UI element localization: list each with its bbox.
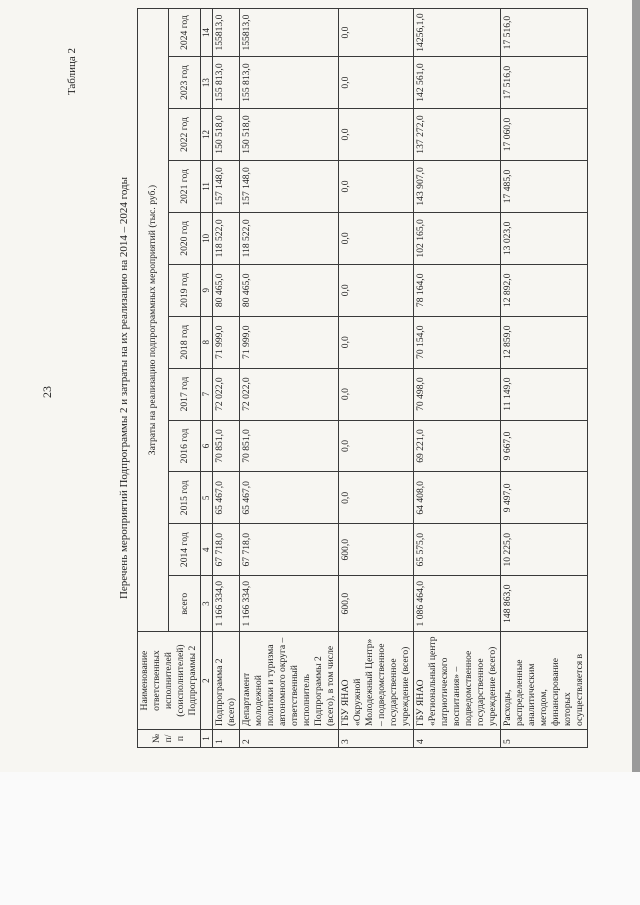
header-name: Наименование ответственных исполнителей (соисполнителей) Подпрограммы 2 — [138, 632, 201, 730]
column-number: 6 — [200, 420, 212, 472]
row-value: 155 813,0 — [240, 57, 339, 109]
row-value: 17 516,0 — [500, 9, 587, 57]
header-year: 2017 год — [169, 368, 200, 420]
row-value: 148 863,0 — [500, 576, 587, 632]
column-number: 9 — [200, 264, 212, 316]
row-value: 0,0 — [339, 9, 414, 57]
row-value: 80 465,0 — [240, 264, 339, 316]
column-number: 11 — [200, 160, 212, 212]
row-value: 17 060,0 — [500, 109, 587, 161]
rotated-document — [0, 8, 630, 768]
column-number: 5 — [200, 472, 212, 524]
row-value: 80 465,0 — [213, 264, 240, 316]
row-value: 71 999,0 — [240, 316, 339, 368]
row-value: 157 148,0 — [213, 160, 240, 212]
row-value: 0,0 — [339, 472, 414, 524]
table-label: Таблица 2 — [66, 48, 78, 96]
row-value: 13 023,0 — [500, 212, 587, 264]
row-name: Подпрограмма 2 (всего) — [213, 632, 240, 730]
row-value: 70 154,0 — [413, 316, 500, 368]
row-number: 1 — [213, 730, 240, 748]
row-value: 9 497,0 — [500, 472, 587, 524]
row-value: 65 467,0 — [240, 472, 339, 524]
row-value: 600,0 — [339, 576, 414, 632]
row-value: 0,0 — [339, 316, 414, 368]
column-number: 10 — [200, 212, 212, 264]
row-value: 12 859,0 — [500, 316, 587, 368]
column-number: 14 — [200, 9, 212, 57]
column-number: 4 — [200, 524, 212, 576]
row-value: 64 408,0 — [413, 472, 500, 524]
table-row — [413, 9, 500, 748]
row-value: 150 518,0 — [240, 109, 339, 161]
row-value: 1 086 464,0 — [413, 576, 500, 632]
costs-table — [137, 8, 588, 748]
row-value: 70 851,0 — [213, 420, 240, 472]
row-name: Департамент молодежной политики и туризма автономного округа – ответственный исполнитель Подпрограммы 2 (всего), в том числе — [240, 632, 339, 730]
row-name: ГБУ ЯНАО «Региональный центр патриотического воспитания» – подведомственное государственное учреждение (всего) — [413, 632, 500, 730]
row-number: 2 — [240, 730, 339, 748]
row-number: 5 — [500, 730, 587, 748]
header-year: 2016 год — [169, 420, 200, 472]
table-row — [240, 9, 339, 748]
row-value: 137 272,0 — [413, 109, 500, 161]
row-value: 0,0 — [339, 109, 414, 161]
row-value: 600,0 — [339, 524, 414, 576]
column-number: 7 — [200, 368, 212, 420]
row-value: 0,0 — [339, 420, 414, 472]
header-year: 2023 год — [169, 57, 200, 109]
row-value: 0,0 — [339, 57, 414, 109]
header-year: 2019 год — [169, 264, 200, 316]
row-number: 4 — [413, 730, 500, 748]
row-value: 157 148,0 — [240, 160, 339, 212]
table-row — [500, 9, 587, 748]
row-value: 17 516,0 — [500, 57, 587, 109]
row-value: 118 522,0 — [240, 212, 339, 264]
row-value: 155813,0 — [240, 9, 339, 57]
header-year: 2018 год — [169, 316, 200, 368]
row-value: 65 467,0 — [213, 472, 240, 524]
row-value: 142 561,0 — [413, 57, 500, 109]
row-value: 10 225,0 — [500, 524, 587, 576]
row-value: 67 718,0 — [213, 524, 240, 576]
row-value: 72 022,0 — [213, 368, 240, 420]
row-value: 65 575,0 — [413, 524, 500, 576]
table-row — [213, 9, 240, 748]
row-value: 155 813,0 — [213, 57, 240, 109]
row-value: 1 166 334,0 — [213, 576, 240, 632]
header-year: 2021 год — [169, 160, 200, 212]
row-value: 70 498,0 — [413, 368, 500, 420]
column-number: 1 — [200, 730, 212, 748]
row-value: 102 165,0 — [413, 212, 500, 264]
column-number: 3 — [200, 576, 212, 632]
row-value: 78 164,0 — [413, 264, 500, 316]
row-value: 17 485,0 — [500, 160, 587, 212]
column-number: 8 — [200, 316, 212, 368]
header-year: 2020 год — [169, 212, 200, 264]
document-title: Перечень мероприятий Подпрограммы 2 и затраты на их реализацию на 2014 – 2024 годы — [118, 176, 130, 600]
row-value: 1 166 334,0 — [240, 576, 339, 632]
row-value: 67 718,0 — [240, 524, 339, 576]
column-number: 2 — [200, 632, 212, 730]
header-costs: Затраты на реализацию подпрограммных мероприятий (тыс. руб.) — [138, 9, 169, 632]
row-value: 0,0 — [339, 212, 414, 264]
table-row — [339, 9, 414, 748]
row-value: 69 221,0 — [413, 420, 500, 472]
row-value: 150 518,0 — [213, 109, 240, 161]
header-year: 2015 год — [169, 472, 200, 524]
blank-area — [0, 772, 640, 905]
row-value: 0,0 — [339, 160, 414, 212]
column-number: 12 — [200, 109, 212, 161]
row-name: Расходы, распределенные аналитическим методом, финансирование которых осуществляется в — [500, 632, 587, 730]
row-value: 11 149,0 — [500, 368, 587, 420]
header-total: всего — [169, 576, 200, 632]
row-value: 143 907,0 — [413, 160, 500, 212]
row-number: 3 — [339, 730, 414, 748]
row-value: 72 022,0 — [240, 368, 339, 420]
scan-edge — [632, 0, 640, 772]
page-number: 23 — [40, 386, 54, 398]
row-value: 12 892,0 — [500, 264, 587, 316]
row-value: 70 851,0 — [240, 420, 339, 472]
row-value: 118 522,0 — [213, 212, 240, 264]
row-value: 155813,0 — [213, 9, 240, 57]
column-number: 13 — [200, 57, 212, 109]
row-name: ГБУ ЯНАО «Окружной Молодежный Центр» – подведомственное государственное учреждение (всего) — [339, 632, 414, 730]
header-year: 2024 год — [169, 9, 200, 57]
row-value: 14256,1,0 — [413, 9, 500, 57]
header-num: № п/п — [138, 730, 201, 748]
row-value: 0,0 — [339, 368, 414, 420]
row-value: 0,0 — [339, 264, 414, 316]
row-value: 9 667,0 — [500, 420, 587, 472]
header-year: 2014 год — [169, 524, 200, 576]
header-year: 2022 год — [169, 109, 200, 161]
row-value: 71 999,0 — [213, 316, 240, 368]
column-number-row — [200, 9, 212, 748]
